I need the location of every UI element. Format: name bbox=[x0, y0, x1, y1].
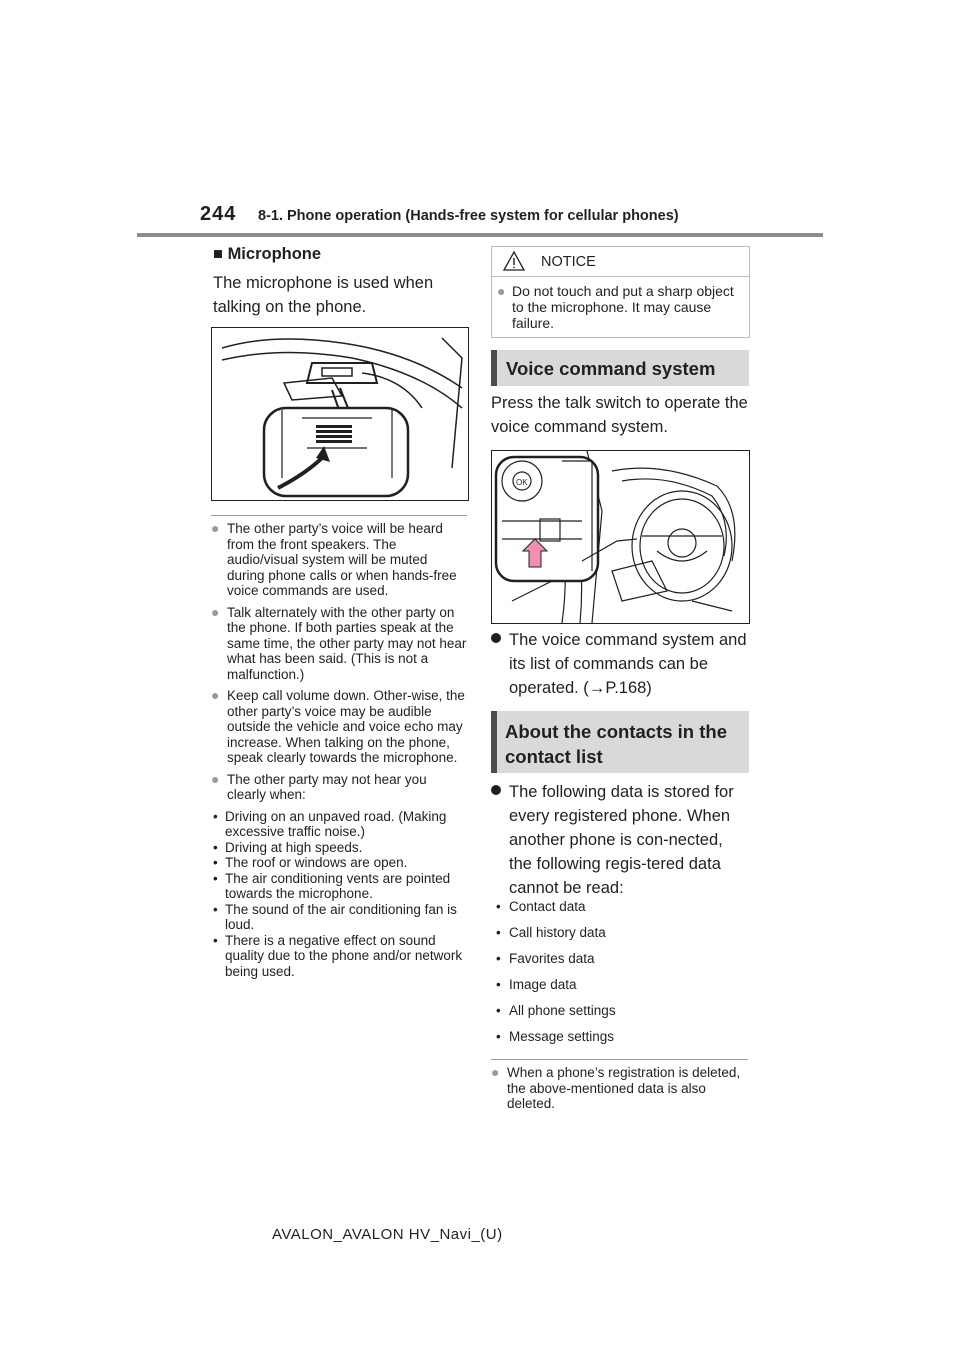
contacts-heading: About the contacts in the contact list bbox=[491, 711, 749, 773]
footer-text: AVALON_AVALON HV_Navi_(U) bbox=[272, 1226, 503, 1243]
bullet-icon: ● bbox=[211, 770, 220, 787]
notice-title: NOTICE bbox=[541, 254, 596, 270]
bullet-icon: ● bbox=[211, 520, 220, 536]
list-item: • Call history data bbox=[495, 920, 616, 946]
list-item: • All phone settings bbox=[495, 998, 616, 1024]
microphone-heading-text: Microphone bbox=[227, 245, 322, 263]
note-item: ● Talk alternately with the other party on the phone. If both parties speak at the same time, the other party may not hear what has been said. (This is not a malfunction.) bbox=[211, 603, 467, 682]
microphone-illustration bbox=[211, 327, 469, 501]
warning-icon bbox=[502, 250, 526, 272]
list-item: • Favorites data bbox=[495, 946, 616, 972]
bullet-icon: ● bbox=[497, 283, 506, 299]
bullet-icon bbox=[491, 633, 501, 643]
list-item: • The roof or windows are open. bbox=[211, 855, 467, 871]
list-item: • Image data bbox=[495, 972, 616, 998]
notice-box bbox=[491, 246, 750, 338]
note-item: ● Keep call volume down. Other-wise, the other party’s voice may be audible outside the vehicle and voice echo may increase. When talking on the phone, speak clearly towards the microphone. bbox=[211, 687, 465, 765]
bullet-icon: ● bbox=[211, 687, 220, 703]
notice-body: ● Do not touch and put a sharp object to the microphone. It may cause failure. bbox=[497, 283, 734, 331]
section-title: 8-1. Phone operation (Hands-free system for cellular phones) bbox=[258, 208, 679, 224]
heading-marker: ■ bbox=[213, 245, 223, 263]
microphone-notes bbox=[211, 521, 467, 979]
contacts-note-rule bbox=[491, 1059, 748, 1060]
contacts-note bbox=[491, 1065, 748, 1118]
bullet-icon: ● bbox=[491, 1064, 500, 1080]
notes-rule bbox=[211, 515, 467, 516]
steering-illustration bbox=[491, 450, 750, 624]
voice-bullet: The voice command system and its list of commands can be operated. (→P.168) bbox=[491, 628, 751, 700]
list-item: • Driving on an unpaved road. (Making excessive traffic noise.) bbox=[211, 809, 467, 840]
bullet-icon bbox=[491, 785, 501, 795]
list-item: • The sound of the air conditioning fan is loud. bbox=[211, 902, 467, 933]
conditions-list bbox=[211, 809, 467, 980]
list-item: • The air conditioning vents are pointed towards the microphone. bbox=[211, 871, 467, 902]
voice-command-heading: Voice command system bbox=[491, 350, 749, 386]
notice-header bbox=[492, 247, 749, 277]
header-rule bbox=[137, 233, 823, 237]
list-item: • Contact data bbox=[495, 894, 616, 920]
page-number: 244 bbox=[200, 203, 237, 225]
list-item: • There is a negative effect on sound quality due to the phone and/or network being used. bbox=[211, 933, 467, 980]
note-item: ● When a phone’s registration is deleted, the above-mentioned data is also deleted. bbox=[491, 1064, 741, 1111]
page-reference[interactable]: P.168) bbox=[605, 679, 652, 697]
bullet-icon: ● bbox=[211, 603, 220, 620]
contacts-bullet: The following data is stored for every registered phone. When another phone is con-nected, the following regis-tered data cannot be read: bbox=[491, 780, 751, 900]
list-item: • Message settings bbox=[495, 1024, 616, 1050]
note-item: ● The other party’s voice will be heard from the front speakers. The audio/visual system will be muted during phone calls or when hands-free voice commands are used. bbox=[211, 520, 457, 598]
svg-text:OK: OK bbox=[516, 478, 528, 487]
microphone-intro: The microphone is used when talking on the phone. bbox=[213, 274, 434, 316]
voice-command-text: Press the talk switch to operate the voice command system. bbox=[491, 394, 748, 436]
microphone-heading bbox=[213, 245, 321, 264]
arrow-right-icon: → bbox=[588, 679, 606, 697]
list-item: • Driving at high speeds. bbox=[211, 840, 467, 856]
note-item: ● The other party may not hear you clearly when: bbox=[211, 770, 427, 802]
contacts-data-list bbox=[495, 894, 616, 1050]
